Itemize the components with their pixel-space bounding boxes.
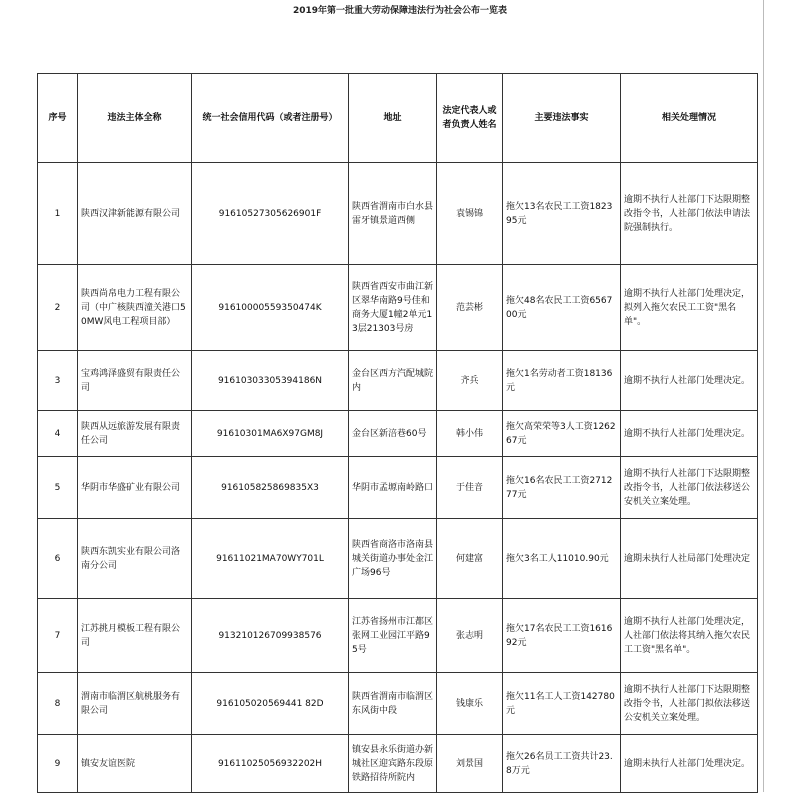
cell-facts: 拖欠高荣荣等3人工资126267元 <box>503 411 621 457</box>
cell-address: 华阴市孟塬南岭路口 <box>349 457 437 519</box>
table-row <box>38 457 758 519</box>
cell-code: 91610527305626901F <box>192 163 349 265</box>
header-address: 地址 <box>349 74 437 163</box>
cell-rep: 范芸彬 <box>437 265 503 351</box>
cell-rep: 韩小伟 <box>437 411 503 457</box>
table-row <box>38 265 758 351</box>
cell-rep: 刘景国 <box>437 735 503 793</box>
table-row <box>38 599 758 673</box>
table-row <box>38 519 758 599</box>
cell-address: 陕西省渭南市白水县雷牙镇景道西侧 <box>349 163 437 265</box>
cell-handling: 逾期不执行人社部门处理决定。 <box>621 411 758 457</box>
page-edge-line <box>763 0 764 792</box>
header-handling: 相关处理情况 <box>621 74 758 163</box>
cell-facts: 拖欠17名农民工工资161692元 <box>503 599 621 673</box>
cell-address: 陕西省商洛市洛南县城关街道办事处金江广场96号 <box>349 519 437 599</box>
cell-facts: 拖欠48名农民工工资656700元 <box>503 265 621 351</box>
cell-address: 江苏省扬州市江都区张网工业园江平路95号 <box>349 599 437 673</box>
cell-facts: 拖欠3名工人11010.90元 <box>503 519 621 599</box>
cell-seq: 3 <box>38 351 78 411</box>
cell-facts: 拖欠13名农民工工资182395元 <box>503 163 621 265</box>
cell-address: 镇安县永乐街道办新城社区迎宾路东段原铁路招待所院内 <box>349 735 437 793</box>
cell-handling: 逾期未执行人社部门处理决定。 <box>621 735 758 793</box>
cell-seq: 4 <box>38 411 78 457</box>
cell-seq: 2 <box>38 265 78 351</box>
cell-facts: 拖欠16名农民工工资271277元 <box>503 457 621 519</box>
cell-rep: 钱康乐 <box>437 673 503 735</box>
header-rep: 法定代表人或者负责人姓名 <box>437 74 503 163</box>
header-facts: 主要违法事实 <box>503 74 621 163</box>
cell-seq: 8 <box>38 673 78 735</box>
cell-code: 91610303305394186N <box>192 351 349 411</box>
header-code: 统一社会信用代码（或者注册号） <box>192 74 349 163</box>
cell-handling: 逾期不执行人社部门处理决定，拟列入拖欠农民工工资"黑名单"。 <box>621 265 758 351</box>
cell-seq: 1 <box>38 163 78 265</box>
cell-handling: 逾期未执行人社局部门处理决定 <box>621 519 758 599</box>
cell-rep: 张志明 <box>437 599 503 673</box>
cell-facts: 拖欠11名工人工资142780元 <box>503 673 621 735</box>
cell-address: 陕西省西安市曲江新区翠华南路9号佳和商务大厦1幢2单元13层21303号房 <box>349 265 437 351</box>
cell-seq: 5 <box>38 457 78 519</box>
cell-entity: 陕西从远旅游发展有限责任公司 <box>78 411 192 457</box>
cell-rep: 齐兵 <box>437 351 503 411</box>
cell-code: 91611025056932202H <box>192 735 349 793</box>
cell-seq: 7 <box>38 599 78 673</box>
cell-code: 913210126709938576 <box>192 599 349 673</box>
cell-seq: 9 <box>38 735 78 793</box>
cell-address: 陕西省渭南市临渭区东风街中段 <box>349 673 437 735</box>
cell-code: 916105825869835X3 <box>192 457 349 519</box>
cell-code: 91610000559350474K <box>192 265 349 351</box>
cell-entity: 渭南市临渭区航桃服务有限公司 <box>78 673 192 735</box>
violations-table <box>37 73 758 793</box>
table-row <box>38 163 758 265</box>
cell-address: 金台区西方汽配城院内 <box>349 351 437 411</box>
table-row <box>38 411 758 457</box>
table-row <box>38 735 758 793</box>
cell-entity: 陕西汉津新能源有限公司 <box>78 163 192 265</box>
cell-handling: 逾期不执行人社部门处理决定。 <box>621 351 758 411</box>
cell-rep: 于佳音 <box>437 457 503 519</box>
table-row <box>38 673 758 735</box>
header-seq: 序号 <box>38 74 78 163</box>
document-title: 2019年第一批重大劳动保障违法行为社会公布一览表 <box>292 6 508 16</box>
cell-entity: 镇安友谊医院 <box>78 735 192 793</box>
cell-code: 91611021MA70WY701L <box>192 519 349 599</box>
cell-handling: 逾期不执行人社部门下达限期整改指令书，人社部门依法申请法院强制执行。 <box>621 163 758 265</box>
table-row <box>38 351 758 411</box>
cell-rep: 袁锡锦 <box>437 163 503 265</box>
cell-seq: 6 <box>38 519 78 599</box>
cell-rep: 何建富 <box>437 519 503 599</box>
cell-handling: 逾期不执行人社部门处理决定，人社部门依法将其纳入拖欠农民工工资"黑名单"。 <box>621 599 758 673</box>
cell-facts: 拖欠26名员工工资共计23.8万元 <box>503 735 621 793</box>
cell-code: 916105020569441 82D <box>192 673 349 735</box>
cell-address: 金台区新涪巷60号 <box>349 411 437 457</box>
cell-entity: 华阴市华盛矿业有限公司 <box>78 457 192 519</box>
cell-entity: 江苏挑月模板工程有限公司 <box>78 599 192 673</box>
cell-entity: 陕西尚帛电力工程有限公司（中广核陕西潼关港口50MW风电工程项目部） <box>78 265 192 351</box>
table-header-row <box>38 74 758 163</box>
cell-handling: 逾期不执行人社部门下达限期整改指令书，人社部门拟依法移送公安机关立案处理。 <box>621 673 758 735</box>
cell-handling: 逾期不执行人社部门下达限期整改指令书，人社部门依法移送公安机关立案处理。 <box>621 457 758 519</box>
cell-entity: 宝鸡鸿泽盛贸有限责任公司 <box>78 351 192 411</box>
cell-facts: 拖欠1名劳动者工资18136元 <box>503 351 621 411</box>
cell-code: 91610301MA6X97GM8J <box>192 411 349 457</box>
header-entity: 违法主体全称 <box>78 74 192 163</box>
cell-entity: 陕西东凯实业有限公司洛南分公司 <box>78 519 192 599</box>
